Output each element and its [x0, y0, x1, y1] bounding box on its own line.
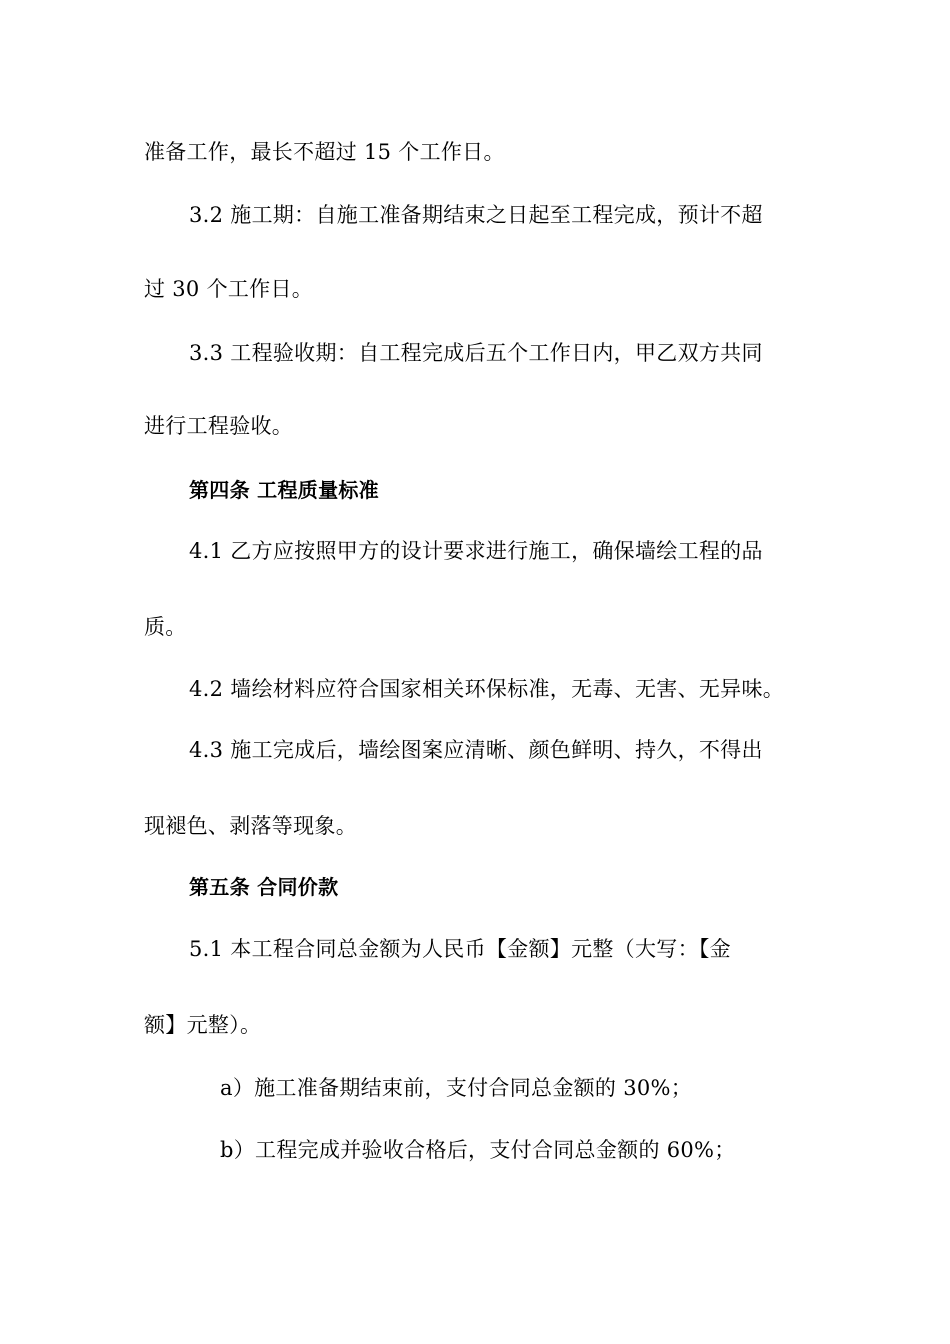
paragraph-4-2: 4.2 墙绘材料应符合国家相关环保标准，无毒、无害、无异味。 — [189, 677, 785, 701]
paragraph-3-1-continuation: 准备工作，最长不超过 15 个工作日。 — [144, 140, 505, 164]
paragraph-4-1: 4.1 乙方应按照甲方的设计要求进行施工，确保墙绘工程的品 — [189, 539, 763, 563]
paragraph-4-1-continuation: 质。 — [144, 615, 187, 639]
section-heading-article-5: 第五条 合同价款 — [189, 875, 339, 899]
paragraph-3-2: 3.2 施工期：自施工准备期结束之日起至工程完成，预计不超 — [189, 203, 763, 227]
paragraph-5-1-continuation: 额】元整）。 — [144, 1013, 262, 1037]
paragraph-5-1: 5.1 本工程合同总金额为人民币【金额】元整（大写：【金 — [189, 937, 731, 961]
paragraph-4-3-continuation: 现褪色、剥落等现象。 — [144, 814, 357, 838]
paragraph-3-3-continuation: 进行工程验收。 — [144, 414, 294, 438]
list-item-a: a）施工准备期结束前，支付合同总金额的 30%； — [220, 1076, 693, 1100]
list-item-b: b）工程完成并验收合格后，支付合同总金额的 60%； — [220, 1138, 736, 1162]
section-heading-article-4: 第四条 工程质量标准 — [189, 478, 379, 502]
paragraph-4-3: 4.3 施工完成后，墙绘图案应清晰、颜色鲜明、持久，不得出 — [189, 738, 763, 762]
paragraph-3-2-continuation: 过 30 个工作日。 — [144, 277, 314, 301]
paragraph-3-3: 3.3 工程验收期：自工程完成后五个工作日内，甲乙双方共同 — [189, 341, 763, 365]
